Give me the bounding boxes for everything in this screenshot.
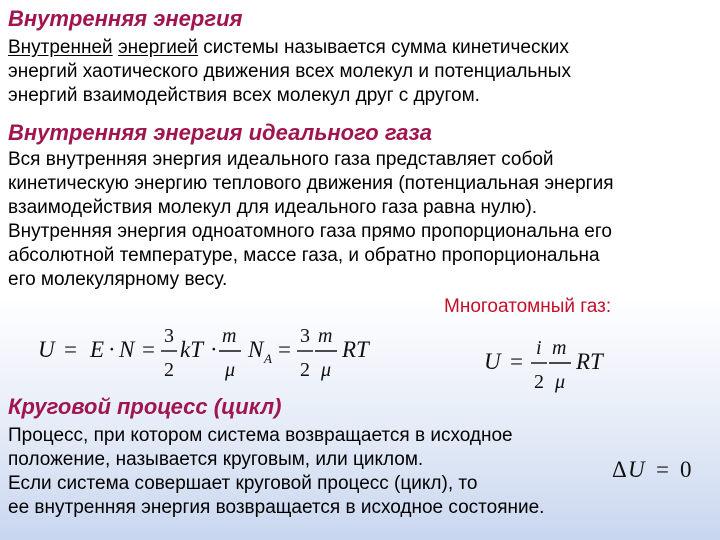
paragraph-line: Внутренняя энергия одноатомного газа прямо пропорциональна его [8, 221, 612, 242]
definition-paragraph [8, 36, 714, 108]
paragraph-line: Если система совершает круговой процесс (цикл), то [8, 473, 478, 494]
equals-sign: = [278, 337, 291, 362]
term-energy: энергией [117, 37, 198, 58]
symbol-mu: μ [321, 359, 332, 381]
equals-sign: = [656, 457, 669, 482]
zero: 0 [680, 457, 692, 482]
section-heading-internal-energy: Внутренняя энергия [8, 6, 243, 31]
symbol-kT: kT [180, 337, 203, 362]
denominator-2: 2 [164, 359, 174, 381]
definition-text: системы называется сумма кинетических [198, 37, 569, 58]
definition-line: энергий хаотического движения всех молекул и потенциальных [8, 61, 571, 82]
symbol-U: U [628, 457, 645, 482]
numerator-3: 3 [300, 325, 310, 347]
paragraph-line: Вся внутренняя энергия идеального газа представляет собой [8, 149, 554, 170]
equals-sign: = [510, 349, 523, 374]
symbol-U: U [38, 337, 55, 362]
symbol-N: N [119, 337, 135, 362]
cycle-energy-formula [608, 452, 714, 486]
symbol-mu: μ [225, 359, 236, 381]
ideal-gas-paragraph [8, 148, 714, 292]
paragraph-line: кинетическую энергию теплового движения (потенциальная энергия [8, 173, 614, 194]
numerator-3: 3 [164, 325, 174, 347]
polyatomic-gas-formula [478, 330, 618, 396]
symbol-m: m [222, 325, 237, 347]
paragraph-line: его молекулярному весу. [8, 269, 228, 290]
paragraph-line: Процесс, при котором система возвращается в исходное [8, 425, 513, 446]
subscript-A: A [264, 351, 272, 366]
symbol-m: m [552, 337, 567, 359]
delta-symbol: Δ [612, 457, 627, 482]
dot-operator: · [108, 337, 116, 362]
symbol-i: i [536, 337, 542, 359]
internal-energy-formula [30, 312, 390, 388]
section-heading-ideal-gas: Внутренняя энергия идеального газа [8, 120, 433, 145]
equals-sign: = [142, 337, 155, 362]
symbol-mu: μ [555, 371, 566, 393]
definition-line [8, 36, 714, 60]
dot-operator: · [210, 337, 218, 362]
equals-sign: = [64, 337, 77, 362]
definition-line: энергий взаимодействия всех молекул друг с другом. [8, 85, 480, 106]
symbol-RT: RT [342, 337, 369, 362]
section-heading-cyclic-process: Круговой процесс (цикл) [8, 394, 282, 419]
paragraph-line: ее внутренняя энергия возвращается в исходное состояние. [8, 497, 545, 518]
paragraph-line: абсолютной температуре, массе газа, и обратно пропорциональна [8, 245, 600, 266]
term-internal: Внутренней [8, 37, 113, 58]
symbol-NA: N [248, 337, 264, 362]
symbol-RT: RT [576, 349, 603, 374]
paragraph-line: положение, называется круговым, или циклом. [8, 449, 424, 470]
denominator-2: 2 [534, 371, 544, 393]
denominator-2: 2 [300, 359, 310, 381]
symbol-E: E [90, 337, 105, 362]
paragraph-line: взаимодействия молекул для идеального газа равна нулю). [8, 197, 538, 218]
symbol-U: U [484, 349, 501, 374]
polyatomic-gas-label: Многоатомный газ: [444, 296, 612, 317]
symbol-m: m [318, 325, 333, 347]
